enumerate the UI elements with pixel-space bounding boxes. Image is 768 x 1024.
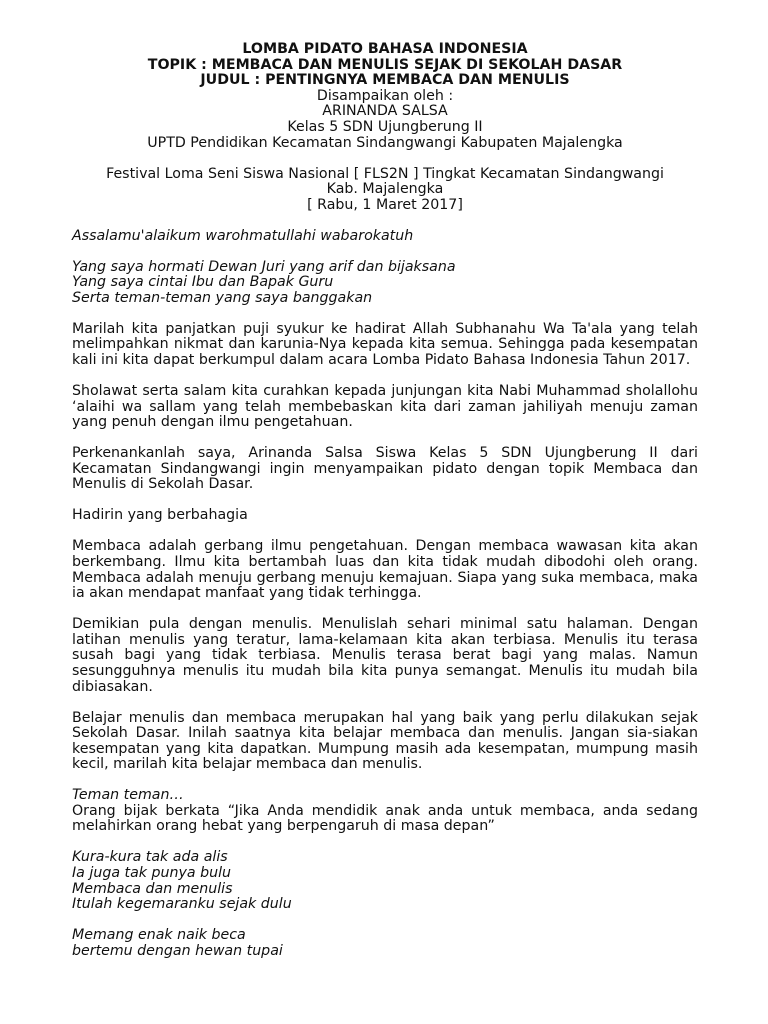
author-class-school: Kelas 5 SDN Ujungberung II [287, 118, 483, 135]
event-name: Festival Loma Seni Siswa Nasional [ FLS2N ] Tingkat Kecamatan Sindangwangi [106, 165, 664, 182]
competition-title: LOMBA PIDATO BAHASA INDONESIA [242, 41, 528, 57]
pantun-line: Membaca dan menulis [72, 880, 233, 897]
pantun-line: Memang enak naik beca [72, 927, 246, 944]
friends-call: Teman teman… [72, 787, 184, 804]
salutation-line: Yang saya hormati Dewan Juri yang arif dan bijaksana [72, 258, 456, 275]
paragraph-learning: Belajar menulis dan membaca merupakan hal yang baik yang perlu dilakukan sejak Sekolah Dasar. Inilah saatnya kita belajar membaca dan menulis. Jangan sia-siakan kesempatan yang kita dapatkan. Mumpung masih ada kesempatan, mumpung masih kecil, marilah kita belajar membaca dan menulis. [72, 709, 698, 773]
pantun-line: Kura-kura tak ada alis [72, 849, 228, 866]
pantun-verse-2 [72, 928, 698, 959]
speech-title: JUDUL : PENTINGNYA MEMBACA DAN MENULIS [200, 72, 570, 89]
document-page [72, 42, 698, 959]
document-header [72, 42, 698, 151]
opening-greeting: Assalamu'alaikum warohmatullahi wabarokatuh [72, 227, 414, 244]
event-location: Kab. Majalengka [326, 181, 444, 198]
wise-quote: Orang bijak berkata “Jika Anda mendidik anak anda untuk membaca, anda sedang melahirkan orang hebat yang berpengaruh di masa depan” [72, 802, 698, 835]
pantun-verse-1 [72, 850, 698, 912]
event-info [72, 167, 698, 214]
presented-by-label: Disampaikan oleh : [316, 87, 454, 104]
pantun-line: bertemu dengan hewan tupai [72, 942, 283, 959]
author-name: ARINANDA SALSA [322, 103, 448, 120]
paragraph-gratitude: Marilah kita panjatkan puji syukur ke hadirat Allah Subhanahu Wa Ta'ala yang telah melimpahkan nikmat dan karunia-Nya kepada kita semua. Sehingga pada kesempatan kali ini kita dapat berkumpul dalam acara Lomba Pidato Bahasa Indonesia Tahun 2017. [72, 320, 698, 369]
event-date: [ Rabu, 1 Maret 2017] [307, 196, 463, 213]
salutation-line: Serta teman-teman yang saya banggakan [72, 289, 373, 306]
pantun-line: Ia juga tak punya bulu [72, 865, 232, 882]
salutation-line: Yang saya cintai Ibu dan Bapak Guru [72, 274, 334, 291]
audience-address: Hadirin yang berbahagia [72, 507, 248, 524]
paragraph-sholawat: Sholawat serta salam kita curahkan kepada junjungan kita Nabi Muhammad sholallohu ‘alaihi wa sallam yang telah membebaskan kita dari zaman jahiliyah menuju zaman yang penuh dengan ilmu pengetahuan. [72, 383, 698, 431]
education-office: UPTD Pendidikan Kecamatan Sindangwangi Kabupaten Majalengka [147, 134, 623, 151]
topic-title: TOPIK : MEMBACA DAN MENULIS SEJAK DI SEKOLAH DASAR [147, 56, 623, 73]
paragraph-writing: Demikian pula dengan menulis. Menulislah sehari minimal satu halaman. Dengan latihan menulis yang teratur, lama-kelamaan kita akan terbiasa. Menulis itu terasa susah bagi yang tidak terbiasa. Menulis terasa berat bagi yang malas. Namun sesungguhnya menulis itu mudah bila kita punya semangat. Menulis itu mudah bila dibiasakan. [72, 616, 698, 695]
paragraph-introduction: Perkenankanlah saya, Arinanda Salsa Siswa Kelas 5 SDN Ujungberung II dari Kecamatan Sindangwangi ingin menyampaikan pidato dengan topik Membaca dan Menulis di Sekolah Dasar. [72, 445, 698, 493]
paragraph-reading: Membaca adalah gerbang ilmu pengetahuan. Dengan membaca wawasan kita akan berkembang. Ilmu kita bertambah luas dan kita tidak mudah dibodohi oleh orang. Membaca adalah menuju gerbang menuju kemajuan. Siapa yang suka membaca, maka ia akan mendapat manfaat yang tidak terhingga. [72, 538, 698, 602]
pantun-line: Itulah kegemaranku sejak dulu [72, 896, 292, 913]
salutations [72, 260, 698, 307]
